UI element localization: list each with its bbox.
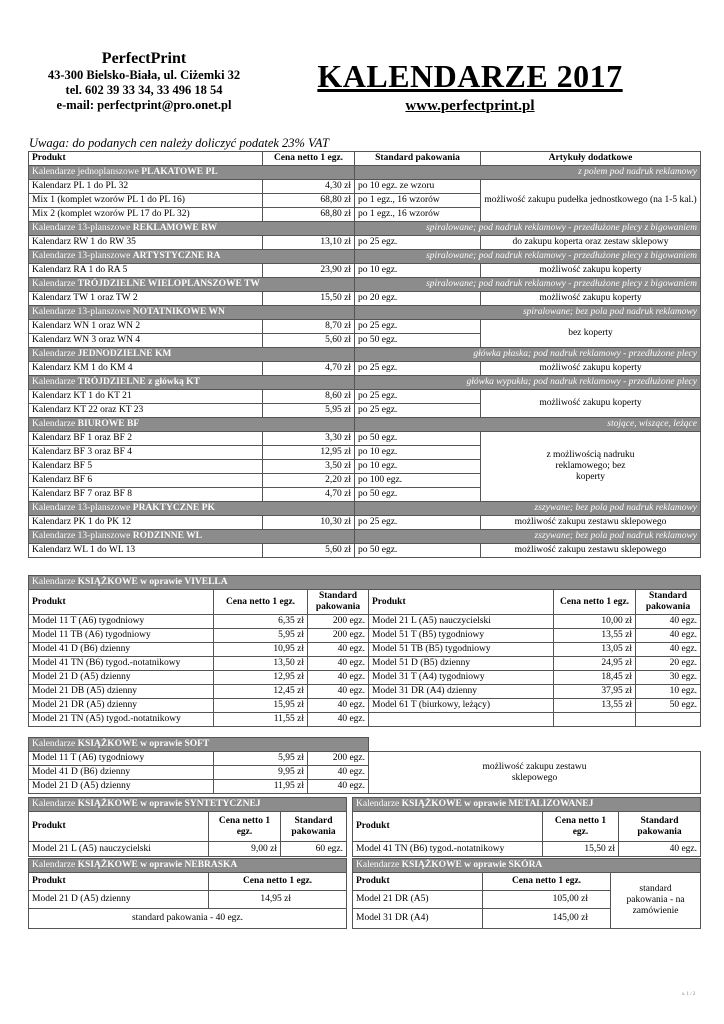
section-header bbox=[29, 738, 701, 752]
packaging-cell: po 25 egz. bbox=[355, 320, 481, 334]
product-cell: Model 31 DR (A4) bbox=[353, 909, 483, 929]
product-cell: Model 21 DB (A5) dzienny bbox=[29, 685, 214, 699]
price-cell: 105,00 zł bbox=[483, 891, 611, 909]
extras-cell: z możliwością nadruku reklamowego; bez koperty bbox=[481, 432, 701, 502]
header-cena: Cena netto 1 egz. bbox=[543, 812, 619, 842]
packaging-cell: 20 egz. bbox=[636, 657, 701, 671]
price-table bbox=[28, 151, 701, 558]
product-cell: Model 61 T (biurkowy, leżący) bbox=[369, 699, 554, 713]
product-cell: Mix 2 (komplet wzorów PL 17 do PL 32) bbox=[29, 208, 263, 222]
soft-table bbox=[28, 737, 701, 794]
nebraska-table bbox=[28, 858, 347, 929]
product-cell: Model 31 T (A4) tygodniowy bbox=[369, 671, 554, 685]
price-cell: 5,95 zł bbox=[214, 629, 308, 643]
extras-cell: możliwość zakupu zestawu sklepowego bbox=[481, 544, 701, 558]
section-header bbox=[29, 502, 701, 516]
table-row bbox=[29, 643, 701, 657]
extras-cell: możliwość zakupu zestawu sklepowego bbox=[369, 752, 701, 794]
header-artykuly: Artykuły dodatkowe bbox=[481, 152, 701, 166]
packaging-cell: po 20 egz. bbox=[355, 292, 481, 306]
price-cell: 13,10 zł bbox=[263, 236, 355, 250]
table-header-row bbox=[29, 152, 701, 166]
packaging-cell: 40 egz. bbox=[636, 643, 701, 657]
product-cell: Kalendarz RA 1 do RA 5 bbox=[29, 264, 263, 278]
table-row bbox=[29, 657, 701, 671]
product-cell: Model 11 T (A6) tygodniowy bbox=[29, 615, 214, 629]
price-cell: 5,95 zł bbox=[263, 404, 355, 418]
price-cell: 68,80 zł bbox=[263, 194, 355, 208]
section-header bbox=[29, 222, 701, 236]
product-cell: Model 11 TB (A6) tygodniowy bbox=[29, 629, 214, 643]
table-row bbox=[29, 236, 701, 250]
table-row bbox=[29, 671, 701, 685]
header-standard: Standard pakowania bbox=[355, 152, 481, 166]
section-header bbox=[29, 798, 347, 812]
packaging-cell: po 1 egz., 16 wzorów bbox=[355, 194, 481, 208]
extras-cell: możliwość zakupu koperty bbox=[481, 390, 701, 418]
section-desc: spiralowane; pod nadruk reklamowy - przedłużone plecy z bigowaniem bbox=[355, 222, 701, 236]
extras-cell: możliwość zakupu pudełka jednostkowego (na 1-5 kal.) bbox=[481, 180, 701, 222]
section-desc: spiralowane; bez pola pod nadruk reklamowy bbox=[355, 306, 701, 320]
packaging-cell: po 50 egz. bbox=[355, 544, 481, 558]
price-cell: 18,45 zł bbox=[554, 671, 636, 685]
header-cena: Cena netto 1 egz. bbox=[214, 590, 308, 615]
vat-note: Uwaga: do podanych cen należy doliczyć podatek 23% VAT bbox=[29, 136, 329, 150]
table-row bbox=[29, 629, 701, 643]
company-address: 43-300 Bielsko-Biała, ul. Ciżemki 32 bbox=[47, 68, 241, 82]
product-cell: Kalendarz BF 1 oraz BF 2 bbox=[29, 432, 263, 446]
packaging-cell: 40 egz. bbox=[308, 780, 369, 794]
table-row bbox=[29, 362, 701, 376]
table-row bbox=[29, 685, 701, 699]
table-row bbox=[29, 909, 347, 929]
company-name: PerfectPrint bbox=[101, 50, 187, 67]
packaging-cell: 40 egz. bbox=[636, 629, 701, 643]
skora-table bbox=[352, 858, 701, 929]
packaging-cell: 40 egz. bbox=[308, 685, 369, 699]
table-header-row bbox=[29, 873, 347, 891]
price-cell: 4,70 zł bbox=[263, 488, 355, 502]
section-header bbox=[29, 576, 701, 590]
extras-cell: możliwość zakupu koperty bbox=[481, 264, 701, 278]
page-title: KALENDARZE 2017 bbox=[317, 58, 623, 94]
packaging-cell: po 100 egz. bbox=[355, 474, 481, 488]
section-title: Kalendarze TRÓJDZIELNE WIELOPLANSZOWE TW bbox=[29, 278, 355, 292]
table-row bbox=[29, 390, 701, 404]
section-desc: główka wypukła; pod nadruk reklamowy - przedłużone plecy bbox=[355, 376, 701, 390]
header-cena: Cena netto 1 egz. bbox=[263, 152, 355, 166]
product-cell: Model 21 D (A5) dzienny bbox=[29, 891, 209, 909]
extras-cell: możliwość zakupu koperty bbox=[481, 292, 701, 306]
product-cell: Model 51 T (B5) tygodniowy bbox=[369, 629, 554, 643]
header-produkt: Produkt bbox=[29, 812, 209, 842]
product-cell: Model 51 TB (B5) tygodniowy bbox=[369, 643, 554, 657]
packaging-cell: 40 egz. bbox=[308, 643, 369, 657]
packaging-cell: po 25 egz. bbox=[355, 236, 481, 250]
header-standard: Standard pakowania bbox=[636, 590, 701, 615]
table-row bbox=[29, 891, 347, 909]
header-produkt: Produkt bbox=[29, 873, 209, 891]
packaging-cell: po 10 egz. ze wzoru bbox=[355, 180, 481, 194]
section-title: Kalendarze KSIĄŻKOWE w oprawie METALIZOWANEJ bbox=[353, 798, 701, 812]
header-standard: Standard pakowania bbox=[619, 812, 701, 842]
packaging-cell: po 10 egz. bbox=[355, 446, 481, 460]
product-cell bbox=[369, 713, 554, 727]
price-cell: 68,80 zł bbox=[263, 208, 355, 222]
section-title: Kalendarze 13-planszowe PRAKTYCZNE PK bbox=[29, 502, 355, 516]
product-cell: Model 21 TN (A5) tygod.-notatnikowy bbox=[29, 713, 214, 727]
section-title: Kalendarze jednoplanszowe PLAKATOWE PL bbox=[29, 166, 355, 180]
table-row bbox=[353, 842, 701, 857]
price-cell: 3,50 zł bbox=[263, 460, 355, 474]
section-title: Kalendarze 13-planszowe REKLAMOWE RW bbox=[29, 222, 355, 236]
page-number: s. 1 / 2 bbox=[682, 992, 696, 997]
table-header-row bbox=[353, 812, 701, 842]
section-header bbox=[29, 250, 701, 264]
price-cell: 13,55 zł bbox=[554, 699, 636, 713]
packaging-cell: standard pakowania - 40 egz. bbox=[29, 909, 347, 929]
price-cell: 13,50 zł bbox=[214, 657, 308, 671]
packaging-cell: 40 egz. bbox=[619, 842, 701, 857]
packaging-cell: 30 egz. bbox=[636, 671, 701, 685]
vivella-grid bbox=[28, 575, 701, 727]
packaging-cell: 10 egz. bbox=[636, 685, 701, 699]
table-row bbox=[29, 432, 701, 446]
packaging-cell: po 50 egz. bbox=[355, 334, 481, 348]
table-header-row bbox=[353, 873, 701, 891]
table-row bbox=[29, 699, 701, 713]
price-cell: 15,50 zł bbox=[543, 842, 619, 857]
website-link[interactable]: www.perfectprint.pl bbox=[405, 98, 535, 114]
packaging-cell: 40 egz. bbox=[308, 657, 369, 671]
price-cell: 5,95 zł bbox=[214, 752, 308, 766]
price-cell bbox=[554, 713, 636, 727]
header-produkt: Produkt bbox=[29, 590, 214, 615]
packaging-cell: 200 egz. bbox=[308, 615, 369, 629]
price-cell: 24,95 zł bbox=[554, 657, 636, 671]
header-standard: Standard pakowania bbox=[308, 590, 369, 615]
section-title: Kalendarze KSIĄŻKOWE w oprawie SKÓRA bbox=[353, 859, 701, 873]
table-header-row bbox=[29, 812, 347, 842]
product-cell: Kalendarz WL 1 do WL 13 bbox=[29, 544, 263, 558]
price-cell: 3,30 zł bbox=[263, 432, 355, 446]
header-cena: Cena netto 1 egz. bbox=[209, 812, 281, 842]
packaging-cell: po 10 egz. bbox=[355, 460, 481, 474]
price-cell: 4,30 zł bbox=[263, 180, 355, 194]
product-cell: Model 41 TN (B6) tygod.-notatnikowy bbox=[29, 657, 214, 671]
price-cell: 14,95 zł bbox=[209, 891, 347, 909]
price-cell: 12,95 zł bbox=[214, 671, 308, 685]
packaging-cell: 50 egz. bbox=[636, 699, 701, 713]
product-cell: Mix 1 (komplet wzorów PL 1 do PL 16) bbox=[29, 194, 263, 208]
price-cell: 12,95 zł bbox=[263, 446, 355, 460]
packaging-cell: 40 egz. bbox=[308, 766, 369, 780]
table-row bbox=[29, 752, 701, 766]
packaging-cell: po 1 egz., 16 wzorów bbox=[355, 208, 481, 222]
section-desc: główka płaska; pod nadruk reklamowy - przedłużone plecy bbox=[355, 348, 701, 362]
section-header bbox=[29, 278, 701, 292]
extras-cell: możliwość zakupu zestawu sklepowego bbox=[481, 516, 701, 530]
section-header bbox=[29, 418, 701, 432]
table-row bbox=[29, 180, 701, 194]
product-cell: Model 41 D (B6) dzienny bbox=[29, 643, 214, 657]
price-cell: 12,45 zł bbox=[214, 685, 308, 699]
header-cena: Cena netto 1 egz. bbox=[554, 590, 636, 615]
section-header bbox=[353, 859, 701, 873]
product-cell: Model 21 L (A5) nauczycielski bbox=[369, 615, 554, 629]
packaging-cell: 200 egz. bbox=[308, 629, 369, 643]
price-cell: 10,95 zł bbox=[214, 643, 308, 657]
section-title: Kalendarze BIUROWE BF bbox=[29, 418, 355, 432]
packaging-cell: po 50 egz. bbox=[355, 432, 481, 446]
product-cell: Model 21 DR (A5) dzienny bbox=[29, 699, 214, 713]
table-row bbox=[29, 842, 347, 857]
price-cell: 5,60 zł bbox=[263, 544, 355, 558]
blank-cell bbox=[369, 738, 701, 752]
packaging-cell: po 25 egz. bbox=[355, 390, 481, 404]
table-row bbox=[29, 320, 701, 334]
header-produkt: Produkt bbox=[353, 873, 483, 891]
price-cell: 11,55 zł bbox=[214, 713, 308, 727]
header-produkt: Produkt bbox=[29, 152, 263, 166]
section-desc: spiralowane; pod nadruk reklamowy - przedłużone plecy z bigowaniem bbox=[355, 278, 701, 292]
packaging-cell: 40 egz. bbox=[308, 713, 369, 727]
product-cell: Model 31 DR (A4) dzienny bbox=[369, 685, 554, 699]
section-header bbox=[29, 376, 701, 390]
section-title: Kalendarze KSIĄŻKOWE w oprawie SYNTETYCZNEJ bbox=[29, 798, 347, 812]
price-cell: 37,95 zł bbox=[554, 685, 636, 699]
table-row bbox=[29, 292, 701, 306]
header-cena: Cena netto 1 egz. bbox=[209, 873, 347, 891]
header-produkt: Produkt bbox=[353, 812, 543, 842]
product-cell: Kalendarz PL 1 do PL 32 bbox=[29, 180, 263, 194]
packaging-cell: 60 egz. bbox=[281, 842, 347, 857]
price-cell: 10,00 zł bbox=[554, 615, 636, 629]
price-cell: 4,70 zł bbox=[263, 362, 355, 376]
section-header bbox=[29, 166, 701, 180]
product-cell: Model 21 DR (A5) bbox=[353, 891, 483, 909]
section-desc: z polem pod nadruk reklamowy bbox=[355, 166, 701, 180]
packaging-cell: po 25 egz. bbox=[355, 516, 481, 530]
product-cell: Kalendarz TW 1 oraz TW 2 bbox=[29, 292, 263, 306]
syntetyczne-table bbox=[28, 797, 347, 857]
table-row bbox=[29, 713, 701, 727]
packaging-cell: 40 egz. bbox=[308, 671, 369, 685]
product-cell: Model 21 D (A5) dzienny bbox=[29, 780, 214, 794]
section-title: Kalendarze JEDNODZIELNE KM bbox=[29, 348, 355, 362]
table-header-row bbox=[29, 590, 701, 615]
packaging-cell: po 25 egz. bbox=[355, 362, 481, 376]
price-cell: 8,60 zł bbox=[263, 390, 355, 404]
section-title: Kalendarze TRÓJDZIELNE z główką KT bbox=[29, 376, 355, 390]
price-cell: 5,60 zł bbox=[263, 334, 355, 348]
packaging-cell: po 10 egz. bbox=[355, 264, 481, 278]
price-cell: 8,70 zł bbox=[263, 320, 355, 334]
header-cena: Cena netto 1 egz. bbox=[483, 873, 611, 891]
section-title: Kalendarze 13-planszowe ARTYSTYCZNE RA bbox=[29, 250, 355, 264]
product-cell: Model 21 L (A5) nauczycielski bbox=[29, 842, 209, 857]
price-cell: 15,95 zł bbox=[214, 699, 308, 713]
product-cell: Kalendarz KT 1 do KT 21 bbox=[29, 390, 263, 404]
section-title: Kalendarze KSIĄŻKOWE w oprawie SOFT bbox=[29, 738, 369, 752]
price-cell: 23,90 zł bbox=[263, 264, 355, 278]
product-cell: Kalendarz KT 22 oraz KT 23 bbox=[29, 404, 263, 418]
table-row bbox=[29, 615, 701, 629]
company-email[interactable]: e-mail: perfectprint@pro.onet.pl bbox=[56, 98, 232, 112]
header-standard: Standard pakowania bbox=[281, 812, 347, 842]
price-cell: 15,50 zł bbox=[263, 292, 355, 306]
section-header bbox=[29, 530, 701, 544]
table-row bbox=[29, 544, 701, 558]
section-desc: zszywane; bez pola pod nadruk reklamowy bbox=[355, 502, 701, 516]
section-header bbox=[29, 348, 701, 362]
product-cell: Kalendarz RW 1 do RW 35 bbox=[29, 236, 263, 250]
company-block bbox=[28, 50, 260, 113]
product-cell: Kalendarz KM 1 do KM 4 bbox=[29, 362, 263, 376]
price-cell: 10,30 zł bbox=[263, 516, 355, 530]
section-header bbox=[29, 306, 701, 320]
packaging-cell: 200 egz. bbox=[308, 752, 369, 766]
price-cell: 9,95 zł bbox=[214, 766, 308, 780]
product-cell: Model 41 D (B6) dzienny bbox=[29, 766, 214, 780]
table-row bbox=[29, 264, 701, 278]
product-cell: Kalendarz BF 7 oraz BF 8 bbox=[29, 488, 263, 502]
section-desc: zszywane; bez pola pod nadruk reklamowy bbox=[355, 530, 701, 544]
section-title: Kalendarze 13-planszowe NOTATNIKOWE WN bbox=[29, 306, 355, 320]
packaging-cell: po 25 egz. bbox=[355, 404, 481, 418]
price-cell: 6,35 zł bbox=[214, 615, 308, 629]
product-cell: Kalendarz BF 6 bbox=[29, 474, 263, 488]
section-desc: stojące, wiszące, leżące bbox=[355, 418, 701, 432]
section-title: Kalendarze KSIĄŻKOWE w oprawie NEBRASKA bbox=[29, 859, 347, 873]
extras-cell: standard pakowania - na zamówienie bbox=[611, 873, 701, 929]
price-cell: 2,20 zł bbox=[263, 474, 355, 488]
packaging-cell: 40 egz. bbox=[636, 615, 701, 629]
price-cell: 11,95 zł bbox=[214, 780, 308, 794]
product-cell: Model 21 D (A5) dzienny bbox=[29, 671, 214, 685]
section-header bbox=[29, 859, 347, 873]
table-row bbox=[29, 516, 701, 530]
price-cell: 13,55 zł bbox=[554, 629, 636, 643]
product-cell: Kalendarz BF 3 oraz BF 4 bbox=[29, 446, 263, 460]
extras-cell: możliwość zakupu koperty bbox=[481, 362, 701, 376]
product-cell: Kalendarz WN 3 oraz WN 4 bbox=[29, 334, 263, 348]
price-cell: 9,00 zł bbox=[209, 842, 281, 857]
packaging-cell: 40 egz. bbox=[308, 699, 369, 713]
header-produkt: Produkt bbox=[369, 590, 554, 615]
product-cell: Model 41 TN (B6) tygod.-notatnikowy bbox=[353, 842, 543, 857]
company-phone: tel. 602 39 33 34, 33 496 18 54 bbox=[65, 83, 223, 97]
section-title: Kalendarze KSIĄŻKOWE w oprawie VIVELLA bbox=[29, 576, 701, 590]
product-cell: Kalendarz WN 1 oraz WN 2 bbox=[29, 320, 263, 334]
product-cell: Kalendarz BF 5 bbox=[29, 460, 263, 474]
price-cell: 145,00 zł bbox=[483, 909, 611, 929]
product-cell: Model 11 T (A6) tygodniowy bbox=[29, 752, 214, 766]
section-title: Kalendarze 13-planszowe RODZINNE WL bbox=[29, 530, 355, 544]
extras-cell: bez koperty bbox=[481, 320, 701, 348]
metalizowane-table bbox=[352, 797, 701, 857]
packaging-cell bbox=[636, 713, 701, 727]
price-cell: 13,05 zł bbox=[554, 643, 636, 657]
product-cell: Model 51 D (B5) dzienny bbox=[369, 657, 554, 671]
product-cell: Kalendarz PK 1 do PK 12 bbox=[29, 516, 263, 530]
section-desc: spiralowane; pod nadruk reklamowy - przedłużone plecy z bigowaniem bbox=[355, 250, 701, 264]
packaging-cell: po 50 egz. bbox=[355, 488, 481, 502]
extras-cell: do zakupu koperta oraz zestaw sklepowy bbox=[481, 236, 701, 250]
section-header bbox=[353, 798, 701, 812]
